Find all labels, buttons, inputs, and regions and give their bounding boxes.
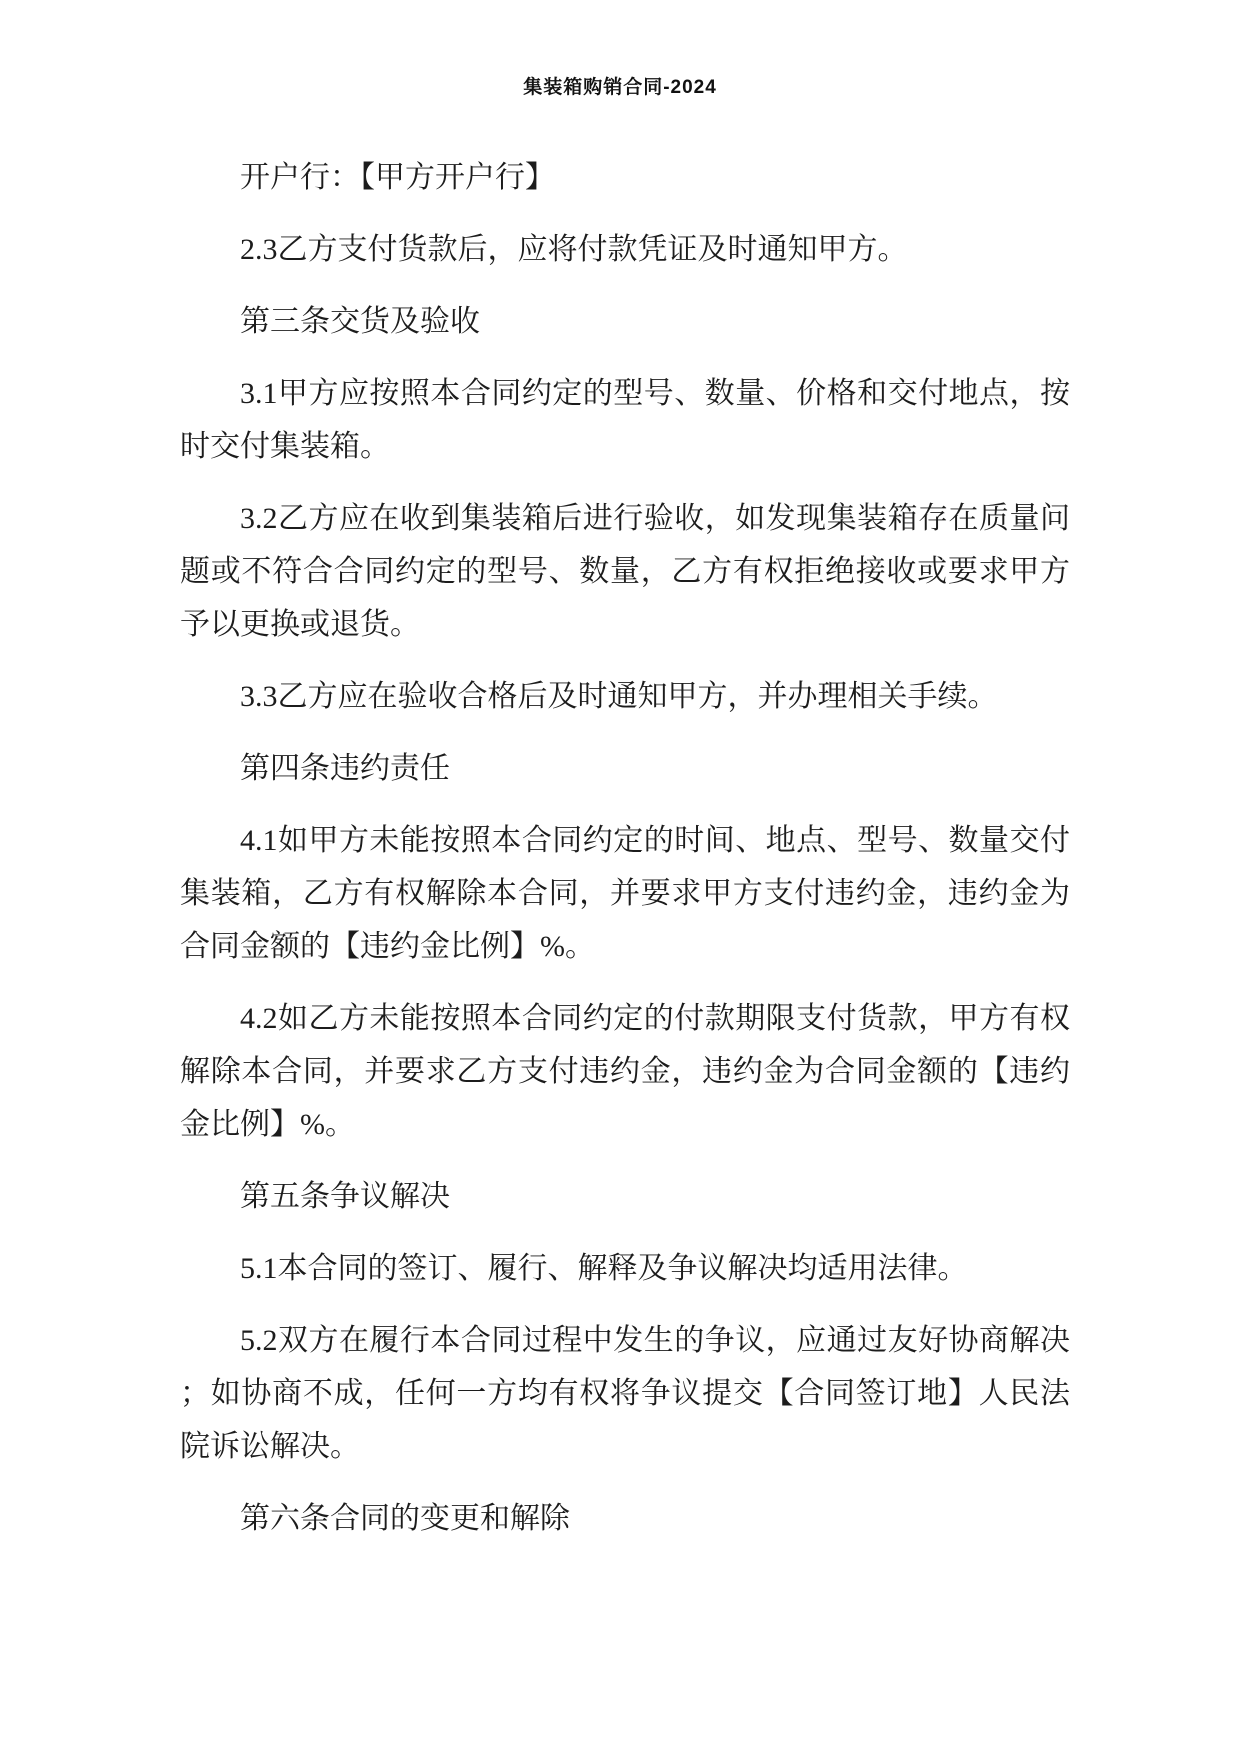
text-line: 3.1甲方应按照本合同约定的型号、数量、价格和交付地点，按	[240, 377, 1070, 410]
paragraph	[180, 295, 1070, 348]
text-line: 院诉讼解决。	[180, 1430, 360, 1463]
paragraph	[180, 814, 1070, 973]
text-line: 4.2如乙方未能按照本合同约定的付款期限支付货款，甲方有权	[240, 1002, 1070, 1035]
text-line: 3.3乙方应在验收合格后及时通知甲方，并办理相关手续。	[240, 680, 998, 713]
text-line: 3.2乙方应在收到集装箱后进行验收，如发现集装箱存在质量问	[240, 502, 1070, 535]
paragraph	[180, 1170, 1070, 1223]
paragraph	[180, 223, 1070, 276]
text-line: 5.1本合同的签订、履行、解释及争议解决均适用法律。	[240, 1252, 968, 1285]
text-line: 集装箱，乙方有权解除本合同，并要求甲方支付违约金，违约金为	[180, 877, 1070, 910]
document-title: 集装箱购销合同-2024	[523, 77, 717, 98]
text-line: ；如协商不成，任何一方均有权将争议提交【合同签订地】人民法	[180, 1377, 1070, 1410]
text-line: 解除本合同，并要求乙方支付违约金，违约金为合同金额的【违约	[180, 1055, 1070, 1088]
paragraph	[180, 1492, 1070, 1545]
text-line: 5.2双方在履行本合同过程中发生的争议，应通过友好协商解决	[240, 1324, 1070, 1357]
text-line: 金比例】%。	[180, 1108, 355, 1141]
text-line: 第六条合同的变更和解除	[240, 1502, 570, 1535]
text-line: 予以更换或退货。	[180, 608, 420, 641]
text-line: 第三条交货及验收	[240, 305, 480, 338]
text-line: 第五条争议解决	[240, 1180, 450, 1213]
text-line: 4.1如甲方未能按照本合同约定的时间、地点、型号、数量交付	[240, 824, 1070, 857]
paragraph	[180, 1314, 1070, 1473]
text-line: 2.3乙方支付货款后，应将付款凭证及时通知甲方。	[240, 233, 908, 266]
paragraph	[180, 151, 1070, 204]
document-body	[0, 151, 1240, 1545]
paragraph	[180, 992, 1070, 1151]
paragraph	[180, 1242, 1070, 1295]
text-line: 第四条违约责任	[240, 752, 450, 785]
text-line: 合同金额的【违约金比例】%。	[180, 930, 595, 963]
paragraph	[180, 367, 1070, 473]
paragraph	[180, 742, 1070, 795]
paragraph	[180, 670, 1070, 723]
text-line: 题或不符合合同约定的型号、数量，乙方有权拒绝接收或要求甲方	[180, 555, 1070, 588]
paragraph	[180, 492, 1070, 651]
text-line: 开户行：【甲方开户行】	[240, 161, 555, 194]
text-line: 时交付集装箱。	[180, 430, 390, 463]
